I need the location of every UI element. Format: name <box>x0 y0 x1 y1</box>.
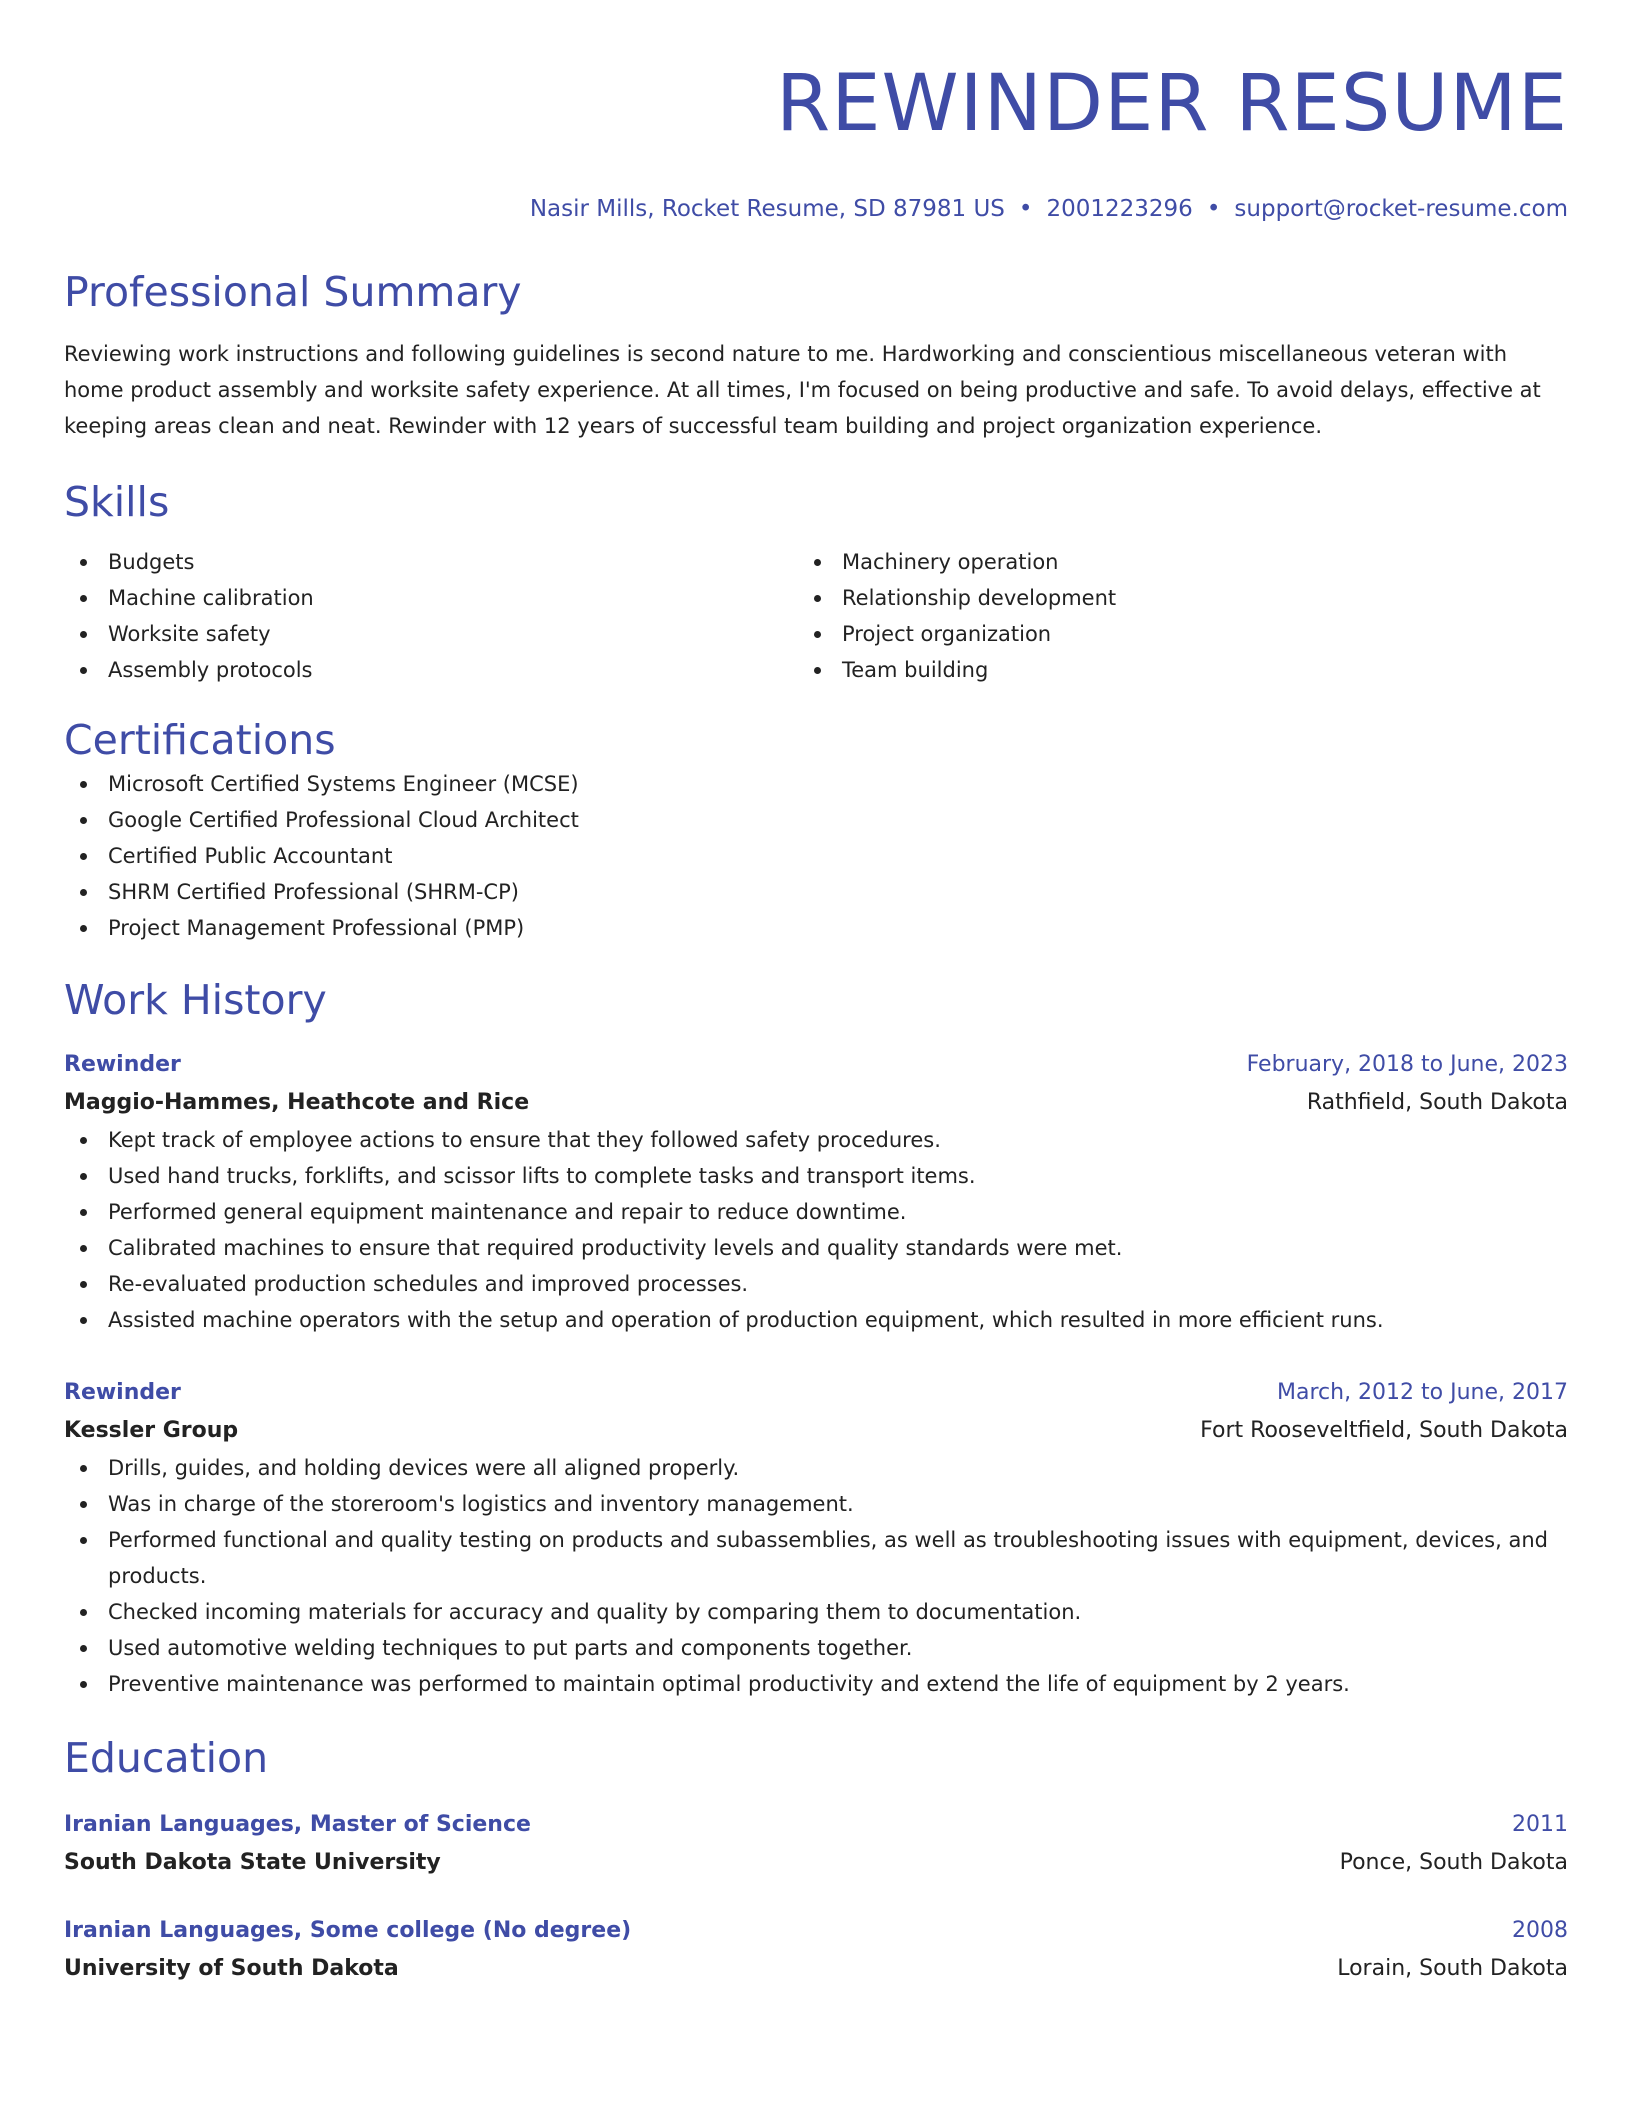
skills-right-column <box>798 544 1532 688</box>
skills-grid <box>64 544 1568 688</box>
contact-email[interactable]: support@rocket-resume.com <box>1234 196 1568 222</box>
skill-item: Budgets <box>64 544 798 580</box>
job-company: Kessler Group <box>64 1418 239 1443</box>
skill-item: Project organization <box>798 616 1532 652</box>
job-duty-item: Assisted machine operators with the setup and operation of production equipment, which resulted in more efficient runs. <box>64 1302 1568 1338</box>
education-degree: Iranian Languages, Some college (No degree) <box>64 1918 632 1943</box>
education-school-row <box>64 1844 1568 1882</box>
summary-text: Reviewing work instructions and following guidelines is second nature to me. Hardworking and conscientious miscellaneous veteran with home product assembly and worksite safety experience. At all times, I'm focused on being productive and safe. To avoid delays, effective at keeping areas clean and neat. Rewinder with 12 years of successful team building and project organization experience. <box>64 342 1541 438</box>
job-duty-item: Kept track of employee actions to ensure that they followed safety procedures. <box>64 1122 1568 1158</box>
bullet-dot-icon <box>80 1681 87 1688</box>
contact-separator: • <box>1206 196 1221 222</box>
skill-item: Machine calibration <box>64 580 798 616</box>
job-duty-item: Checked incoming materials for accuracy and quality by comparing them to documentation. <box>64 1594 1568 1630</box>
education-year: 2011 <box>1512 1812 1568 1837</box>
bullet-dot-icon <box>80 1137 87 1144</box>
job-company-row <box>64 1084 1568 1122</box>
contact-line <box>64 194 1568 224</box>
bullet-dot-icon <box>80 1245 87 1252</box>
skill-item: Worksite safety <box>64 616 798 652</box>
bullet-dot-icon <box>80 1537 87 1544</box>
bullet-dot-icon <box>80 1317 87 1324</box>
bullet-dot-icon <box>814 595 821 602</box>
resume-header <box>64 56 1568 224</box>
job-duty-item: Was in charge of the storeroom's logistics and inventory management. <box>64 1486 1568 1522</box>
skills-left-column <box>64 544 798 688</box>
education-school: University of South Dakota <box>64 1956 399 1981</box>
education-school: South Dakota State University <box>64 1850 441 1875</box>
bullet-dot-icon <box>80 1281 87 1288</box>
education-school-row <box>64 1950 1568 1988</box>
bullet-dot-icon <box>80 781 87 788</box>
bullet-dot-icon <box>80 1173 87 1180</box>
skill-item: Team building <box>798 652 1532 688</box>
job-duty-item: Re-evaluated production schedules and improved processes. <box>64 1266 1568 1302</box>
job-entry <box>64 1046 1568 1338</box>
bullet-dot-icon <box>80 631 87 638</box>
job-duty-item: Used automotive welding techniques to put parts and components together. <box>64 1630 1568 1666</box>
education-entry <box>64 1912 1568 1988</box>
job-title-row <box>64 1374 1568 1412</box>
bullet-dot-icon <box>80 595 87 602</box>
bullet-dot-icon <box>80 667 87 674</box>
job-duty-item: Drills, guides, and holding devices were all aligned properly. <box>64 1450 1568 1486</box>
bullet-dot-icon <box>80 889 87 896</box>
education-heading: Education <box>64 1734 269 1782</box>
bullet-dot-icon <box>80 1501 87 1508</box>
job-location: Rathfield, South Dakota <box>1306 1090 1568 1115</box>
bullet-dot-icon <box>814 559 821 566</box>
bullet-dot-icon <box>814 667 821 674</box>
job-role: Rewinder <box>64 1052 181 1077</box>
contact-phone: 2001223296 <box>1046 196 1193 222</box>
certifications-list <box>64 766 1568 946</box>
education-degree-row <box>64 1912 1568 1950</box>
resume-name: REWINDER RESUME <box>776 59 1568 149</box>
education-entry <box>64 1806 1568 1882</box>
job-dates: February, 2018 to June, 2023 <box>1246 1052 1568 1077</box>
job-dates: March, 2012 to June, 2017 <box>1277 1380 1568 1405</box>
summary-heading: Professional Summary <box>64 268 522 316</box>
skill-item: Relationship development <box>798 580 1532 616</box>
bullet-dot-icon <box>80 1465 87 1472</box>
bullet-dot-icon <box>80 1609 87 1616</box>
bullet-dot-icon <box>80 925 87 932</box>
job-duties-list <box>64 1450 1568 1702</box>
certification-item: Project Management Professional (PMP) <box>64 910 1568 946</box>
job-location: Fort Rooseveltfield, South Dakota <box>1200 1418 1568 1443</box>
certification-item: SHRM Certified Professional (SHRM-CP) <box>64 874 1568 910</box>
job-title-row <box>64 1046 1568 1084</box>
skills-heading: Skills <box>64 478 170 526</box>
job-duty-item: Preventive maintenance was performed to maintain optimal productivity and extend the life of equipment by 2 years. <box>64 1666 1568 1702</box>
education-location: Ponce, South Dakota <box>1339 1850 1568 1875</box>
job-duty-item: Calibrated machines to ensure that required productivity levels and quality standards were met. <box>64 1230 1568 1266</box>
education-location: Lorain, South Dakota <box>1337 1956 1568 1981</box>
certification-item: Google Certified Professional Cloud Architect <box>64 802 1568 838</box>
certification-item: Certified Public Accountant <box>64 838 1568 874</box>
bullet-dot-icon <box>80 853 87 860</box>
contact-address: Nasir Mills, Rocket Resume, SD 87981 US <box>529 196 1005 222</box>
job-duty-item: Performed general equipment maintenance and repair to reduce downtime. <box>64 1194 1568 1230</box>
job-role: Rewinder <box>64 1380 181 1405</box>
bullet-dot-icon <box>80 817 87 824</box>
skill-item: Assembly protocols <box>64 652 798 688</box>
certifications-heading: Certifications <box>64 716 336 764</box>
education-year: 2008 <box>1512 1918 1568 1943</box>
bullet-dot-icon <box>814 631 821 638</box>
job-entry <box>64 1374 1568 1702</box>
contact-separator: • <box>1018 196 1033 222</box>
job-duty-item: Used hand trucks, forklifts, and scissor lifts to complete tasks and transport items. <box>64 1158 1568 1194</box>
skill-item: Machinery operation <box>798 544 1532 580</box>
job-company-row <box>64 1412 1568 1450</box>
job-company: Maggio-Hammes, Heathcote and Rice <box>64 1090 530 1115</box>
bullet-dot-icon <box>80 559 87 566</box>
education-degree-row <box>64 1806 1568 1844</box>
certification-item: Microsoft Certified Systems Engineer (MCSE) <box>64 766 1568 802</box>
bullet-dot-icon <box>80 1209 87 1216</box>
education-degree: Iranian Languages, Master of Science <box>64 1812 531 1837</box>
job-duty-item: Performed functional and quality testing on products and subassemblies, as well as troubleshooting issues with equipment, devices, and products. <box>64 1522 1568 1594</box>
job-duties-list <box>64 1122 1568 1338</box>
bullet-dot-icon <box>80 1645 87 1652</box>
work-history-heading: Work History <box>64 976 327 1024</box>
